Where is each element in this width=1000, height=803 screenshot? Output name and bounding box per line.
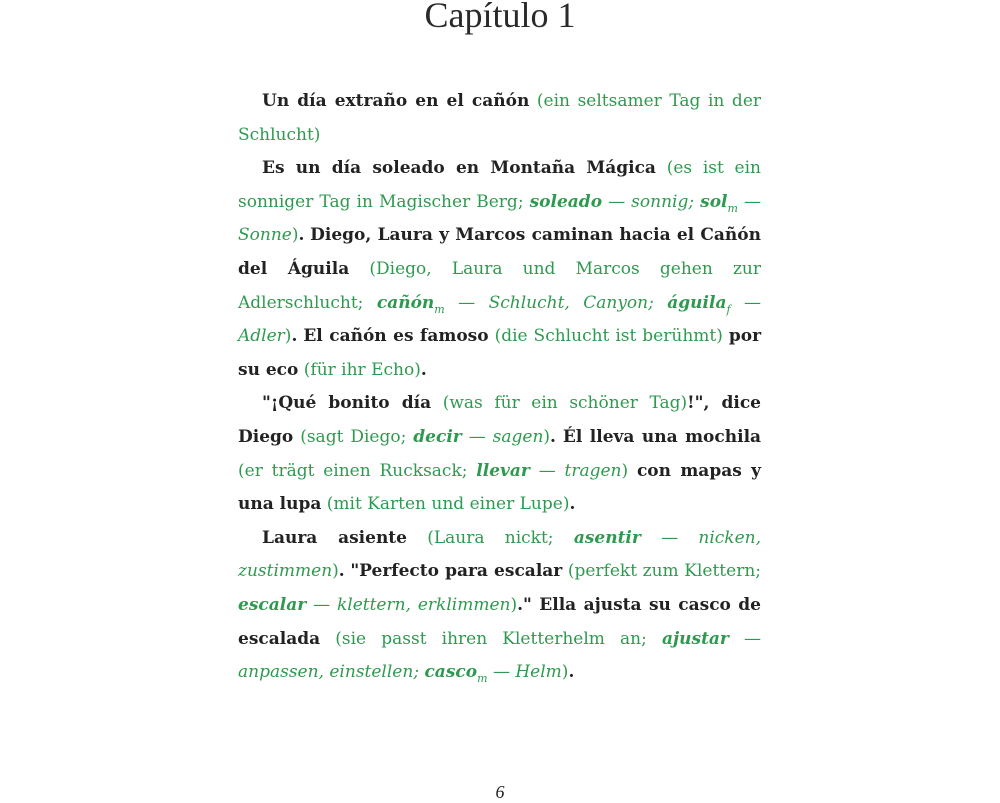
page-number: 6: [495, 782, 505, 802]
vocab-word: decir: [413, 426, 462, 447]
german-translation: (ein seltsamer Tag in der Schlucht): [238, 91, 762, 145]
german-translation: (sagt Diego;: [300, 426, 407, 447]
vocab-translation: — Sonne: [238, 191, 762, 246]
punctuation: .: [298, 225, 305, 246]
gender-marker: m: [434, 302, 445, 316]
vocab-translation: — sagen: [468, 426, 544, 447]
vocab-word: casco: [424, 662, 478, 683]
punctuation: .: [568, 662, 575, 683]
vocab-word: escalar: [238, 594, 307, 615]
spanish-phrase: con mapas y una lupa: [238, 460, 761, 515]
punctuation: .: [420, 359, 427, 380]
vocab-translation: — tragen: [538, 460, 622, 481]
punctuation: .: [338, 561, 345, 582]
vocab-word: llevar: [476, 460, 530, 481]
closing-paren: ): [621, 460, 629, 481]
vocab-word: cañón: [376, 292, 435, 313]
spanish-phrase: por su eco: [238, 326, 762, 380]
closing-paren: ): [291, 225, 299, 246]
german-translation: (sie passt ihren Kletterhelm an;: [335, 628, 647, 649]
vocab-translation: — Schlucht, Canyon;: [458, 292, 654, 313]
closing-paren: ): [510, 594, 518, 615]
spanish-phrase: Diego, Laura y Marcos caminan hacia el Cañón del Águila: [238, 225, 761, 279]
closing-paren: ): [284, 326, 292, 347]
vocab-translation: — nicken, zustimmen: [238, 527, 761, 582]
section-heading-paragraph: [238, 85, 761, 152]
german-translation: (Diego, Laura und Marcos gehen zur Adlerschlucht;: [238, 258, 762, 313]
vocab-translation: — sonnig;: [608, 191, 695, 212]
vocab-translation: — Adler: [238, 292, 761, 347]
vocab-translation: — anpassen, einstellen;: [238, 628, 762, 683]
german-translation: (Laura nickt;: [427, 527, 554, 548]
vocab-word: sol: [700, 191, 728, 212]
chapter-title: Capítulo 1: [424, 0, 576, 35]
closing-paren: ): [543, 426, 551, 447]
spanish-phrase: Laura asiente: [262, 527, 407, 548]
punctuation: .: [291, 326, 298, 347]
spanish-phrase: Él lleva una mochila: [562, 426, 762, 447]
spanish-phrase: "¡Qué bonito día: [262, 393, 432, 414]
german-translation: (für ihr Echo): [303, 359, 421, 380]
vocab-word: águila: [667, 292, 727, 313]
spanish-phrase: "Perfecto para escalar: [350, 561, 563, 582]
vocab-word: ajustar: [661, 628, 729, 649]
vocab-word: asentir: [573, 527, 641, 548]
german-translation: (er trägt einen Rucksack;: [238, 460, 468, 481]
german-translation: (perfekt zum Klettern;: [567, 561, 761, 582]
spanish-phrase: Es un día soleado en Montaña Mágica: [262, 158, 656, 179]
closing-paren: ): [561, 662, 569, 683]
spanish-phrase: El cañón es famoso: [303, 326, 489, 347]
gender-marker: m: [727, 201, 738, 215]
gender-marker: m: [477, 672, 488, 686]
vocab-translation: — klettern, erklimmen: [313, 594, 511, 615]
spanish-phrase: Un día extraño en el cañón: [262, 91, 530, 111]
gender-marker: f: [726, 302, 731, 316]
closing-paren: ): [332, 561, 339, 582]
german-translation: (es ist ein sonniger Tag in Magischer Berg;: [238, 158, 761, 212]
chapter-text: [238, 85, 761, 690]
punctuation: .: [569, 494, 576, 515]
spanish-phrase: !", dice Diego: [238, 393, 761, 447]
paragraph: [238, 152, 761, 387]
punctuation: .: [550, 426, 556, 447]
german-translation: (die Schlucht ist berühmt): [494, 326, 723, 347]
spanish-phrase: ." Ella ajusta su casco de escalada: [238, 594, 762, 649]
vocab-translation: — Helm: [492, 662, 562, 683]
paragraph: [238, 522, 761, 690]
german-translation: (mit Karten und einer Lupe): [326, 494, 570, 515]
german-translation: (was für ein schöner Tag): [442, 393, 688, 414]
vocab-word: soleado: [529, 191, 603, 212]
paragraph: [238, 387, 761, 521]
